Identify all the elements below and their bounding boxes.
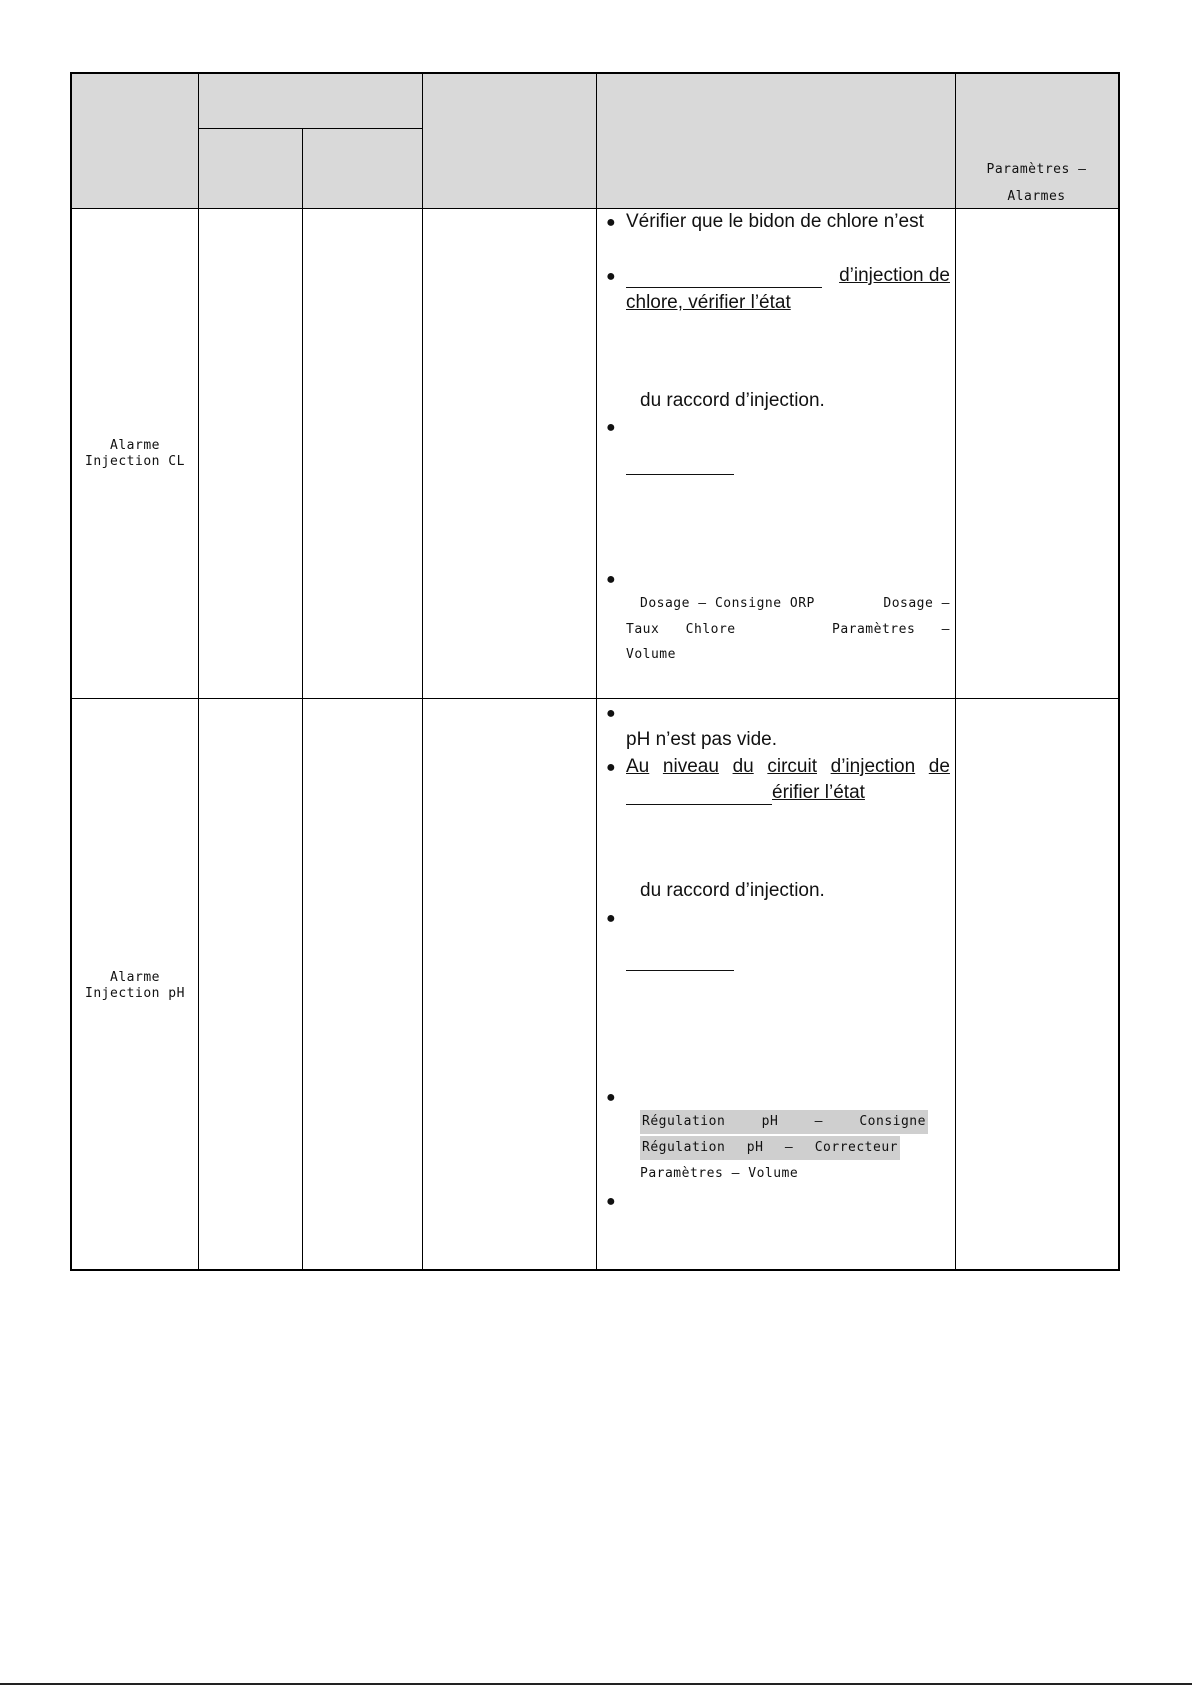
bullet-icon: ●	[606, 419, 616, 436]
bullet-icon: ●	[606, 268, 616, 285]
bullet-icon: ●	[606, 214, 616, 231]
param-volume: Paramètres – Volume	[640, 1166, 799, 1181]
ph-vide-text: pH n’est pas vide.	[626, 729, 778, 750]
bullet-icon: ●	[606, 759, 616, 776]
param-dosage: Dosage –	[883, 596, 950, 611]
raccord-text: du raccord d’injection.	[640, 880, 825, 901]
params-regulation-correcteur	[640, 1136, 900, 1160]
bullet-icon: ●	[606, 910, 616, 927]
param-parametres: Paramètres	[832, 622, 916, 637]
param-volume: Volume	[626, 647, 676, 662]
header-line-2: Alarmes	[1007, 189, 1066, 204]
word: Correcteur	[814, 1140, 898, 1155]
param-dosage-consigne: Dosage – Consigne ORP	[640, 596, 815, 611]
injection-circuit-text: d’injection de	[839, 265, 950, 286]
chlore-etat-text: chlore, vérifier l’état	[626, 292, 791, 313]
params-line-2	[626, 618, 950, 642]
bullet-icon: ●	[606, 1193, 616, 1210]
row-divider	[72, 698, 1118, 699]
row-label-line-2: Injection pH	[85, 986, 185, 1001]
row-label-line-1: Alarme	[110, 438, 160, 453]
word: d’injection	[830, 756, 916, 777]
word: Régulation	[642, 1140, 726, 1155]
maintenance-table	[70, 72, 1120, 1271]
underline-short	[626, 474, 734, 475]
check-bidon-text: Vérifier que le bidon de chlore n’est	[626, 211, 924, 232]
bullet-icon: ●	[606, 705, 616, 722]
col-line-1	[198, 74, 199, 1269]
word: –	[814, 1114, 823, 1129]
bullet-icon: ●	[606, 1089, 616, 1106]
param-dash: –	[941, 622, 950, 637]
param-taux: Taux	[626, 622, 660, 637]
underline-gap	[626, 804, 772, 805]
word: –	[784, 1140, 794, 1155]
row-label-alarme-ph	[72, 970, 198, 1002]
word: pH	[746, 1140, 764, 1155]
word: pH	[761, 1114, 779, 1129]
underline-gap	[626, 287, 822, 288]
raccord-text: du raccord d’injection.	[640, 390, 825, 411]
row-label-alarme-cl	[72, 438, 198, 470]
bullet-icon: ●	[606, 571, 616, 588]
col-line-3	[422, 74, 423, 1269]
header-subdivider	[198, 128, 422, 129]
word: du	[732, 756, 754, 777]
word: niveau	[662, 756, 719, 777]
word: Au	[626, 756, 650, 777]
params-regulation-consigne	[640, 1110, 928, 1134]
col-line-4	[596, 74, 597, 1269]
row-label-line-1: Alarme	[110, 970, 160, 985]
header-parametres-alarmes	[955, 156, 1118, 210]
circuit-injection-line	[626, 753, 950, 780]
actions-cell-ph	[598, 698, 954, 1269]
col-line-2	[302, 128, 303, 1269]
word: Consigne	[859, 1114, 926, 1129]
word: de	[928, 756, 950, 777]
param-chlore: Chlore	[685, 622, 736, 637]
word: circuit	[767, 756, 817, 777]
header-line-1: Paramètres –	[986, 162, 1087, 177]
underline-short	[626, 970, 734, 971]
ph-etat-text: érifier l’état	[772, 782, 865, 803]
row-label-line-2: Injection CL	[85, 454, 185, 469]
col-line-5	[955, 74, 956, 1269]
word: Régulation	[642, 1114, 726, 1129]
actions-cell-cl	[598, 208, 954, 698]
